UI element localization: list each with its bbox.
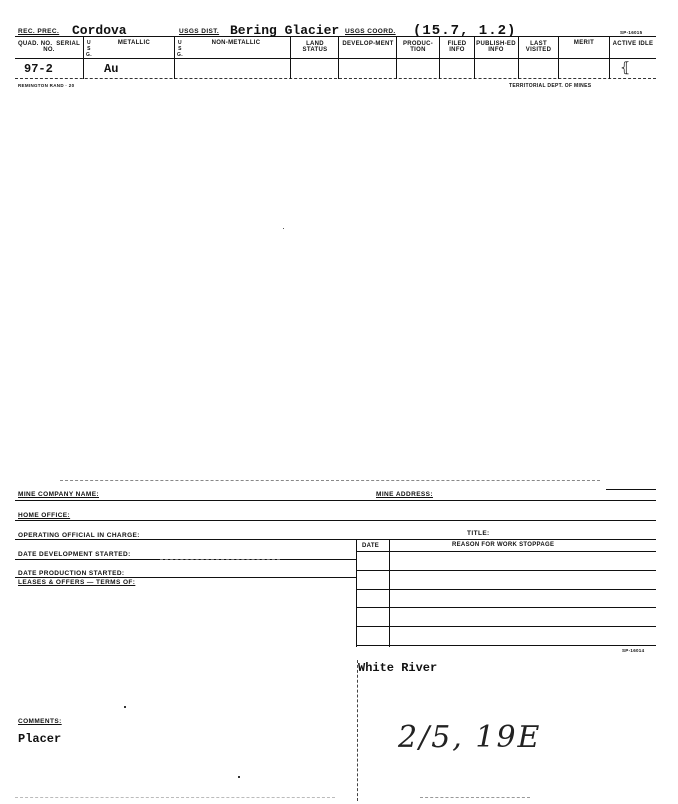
col-production: PRODUC-TION: [402, 41, 434, 53]
stoppage-row-rule: [356, 626, 656, 627]
card-edge-dashes: [60, 480, 600, 481]
reason-header: REASON FOR WORK STOPPAGE: [452, 542, 555, 548]
rule-home-office: [15, 520, 656, 521]
comments-value: Placer: [18, 732, 62, 746]
col-divider: [474, 37, 475, 79]
stoppage-row-rule: [356, 589, 656, 590]
col-divider: [609, 37, 610, 79]
col-metallic: METALLIC: [117, 40, 151, 46]
active-check-mark: ⦃: [620, 60, 631, 76]
usgs-dist-label: USGS DIST.: [179, 28, 220, 35]
col-divider: [290, 37, 291, 79]
stoppage-row-rule: [356, 551, 656, 552]
row-rule: [15, 78, 656, 79]
col-quad-no: QUAD. NO.: [17, 41, 53, 47]
stoppage-row-rule: [356, 570, 656, 571]
col-filed-info: FILED INFO: [447, 41, 467, 53]
col-divider: [439, 37, 440, 79]
col-quad-serial: [16, 41, 82, 53]
rule-production: [15, 577, 356, 578]
stoppage-table-left: [356, 539, 357, 647]
col-usg-metallic: U S G.: [86, 40, 92, 58]
stoppage-row-rule: [356, 645, 656, 646]
col-divider: [83, 37, 84, 79]
comments-label: COMMENTS:: [18, 718, 62, 725]
col-land-status: LAND STATUS: [302, 41, 328, 53]
usgs-dist-value: Bering Glacier: [230, 23, 340, 38]
date-header: DATE: [362, 543, 380, 549]
handwritten-notation: 2/5, 19E: [398, 720, 542, 755]
col-divider: [518, 37, 519, 79]
operating-official-label: OPERATING OFFICIAL IN CHARGE:: [18, 532, 140, 539]
quad-serial-value: 97-2: [24, 62, 53, 76]
usgs-coord-value: (15.7, 1.2): [413, 23, 517, 39]
col-usg-nonmetallic: U S G.: [177, 40, 183, 58]
card-edge-right: [606, 489, 656, 490]
col-non-metallic: NON-METALLIC: [211, 40, 261, 46]
rule-company: [15, 500, 656, 501]
leases-label: LEASES & OFFERS — TERMS OF:: [18, 579, 136, 586]
col-divider: [338, 37, 339, 79]
col-active-idle: ACTIVE IDLE: [612, 41, 654, 47]
header-rule: [15, 36, 656, 37]
col-development: DEVELOP-MENT: [342, 41, 394, 47]
col-divider: [174, 37, 175, 79]
col-divider: [396, 37, 397, 79]
footer-right-text: TERRITORIAL DEPT. OF MINES: [509, 83, 592, 89]
speck: [238, 776, 240, 778]
stoppage-table-date-divider: [389, 539, 390, 647]
rec-prec-value: Cordova: [72, 23, 127, 38]
date-production-label: DATE PRODUCTION STARTED:: [18, 570, 125, 577]
form-number-bottom: SP-16014: [622, 648, 645, 653]
metallic-value: Au: [104, 62, 119, 76]
bottom-edge-dashes: [15, 797, 335, 798]
speck: [124, 706, 126, 708]
usgs-coord-label: USGS COORD.: [345, 28, 396, 35]
mine-company-name-label: MINE COMPANY NAME:: [18, 491, 99, 498]
col-serial-no: SERIAL NO.: [43, 41, 81, 53]
bottom-edge-dashes: [420, 797, 530, 798]
form-number-top: SP-16015: [620, 30, 643, 35]
rule-official: [15, 539, 656, 540]
col-merit: MERIT: [573, 40, 595, 46]
title-label: TITLE:: [467, 530, 490, 537]
footer-left-text: REMINGTON RAND · 20: [18, 83, 75, 88]
location-value: White River: [358, 661, 438, 675]
rule-development-dash: [160, 559, 280, 560]
stoppage-row-rule: [356, 607, 656, 608]
right-panel-divider: [357, 660, 358, 801]
speck: [283, 228, 284, 229]
rec-prec-label: REC. PREC.: [18, 28, 60, 35]
col-divider: [558, 37, 559, 79]
col-published-info: PUBLISH-ED INFO: [476, 41, 516, 53]
column-rule: [15, 58, 656, 59]
date-development-label: DATE DEVELOPMENT STARTED:: [18, 551, 131, 558]
home-office-label: HOME OFFICE:: [18, 512, 71, 519]
mine-address-label: MINE ADDRESS:: [376, 491, 433, 498]
col-last-visited: LAST VISITED: [525, 41, 552, 53]
